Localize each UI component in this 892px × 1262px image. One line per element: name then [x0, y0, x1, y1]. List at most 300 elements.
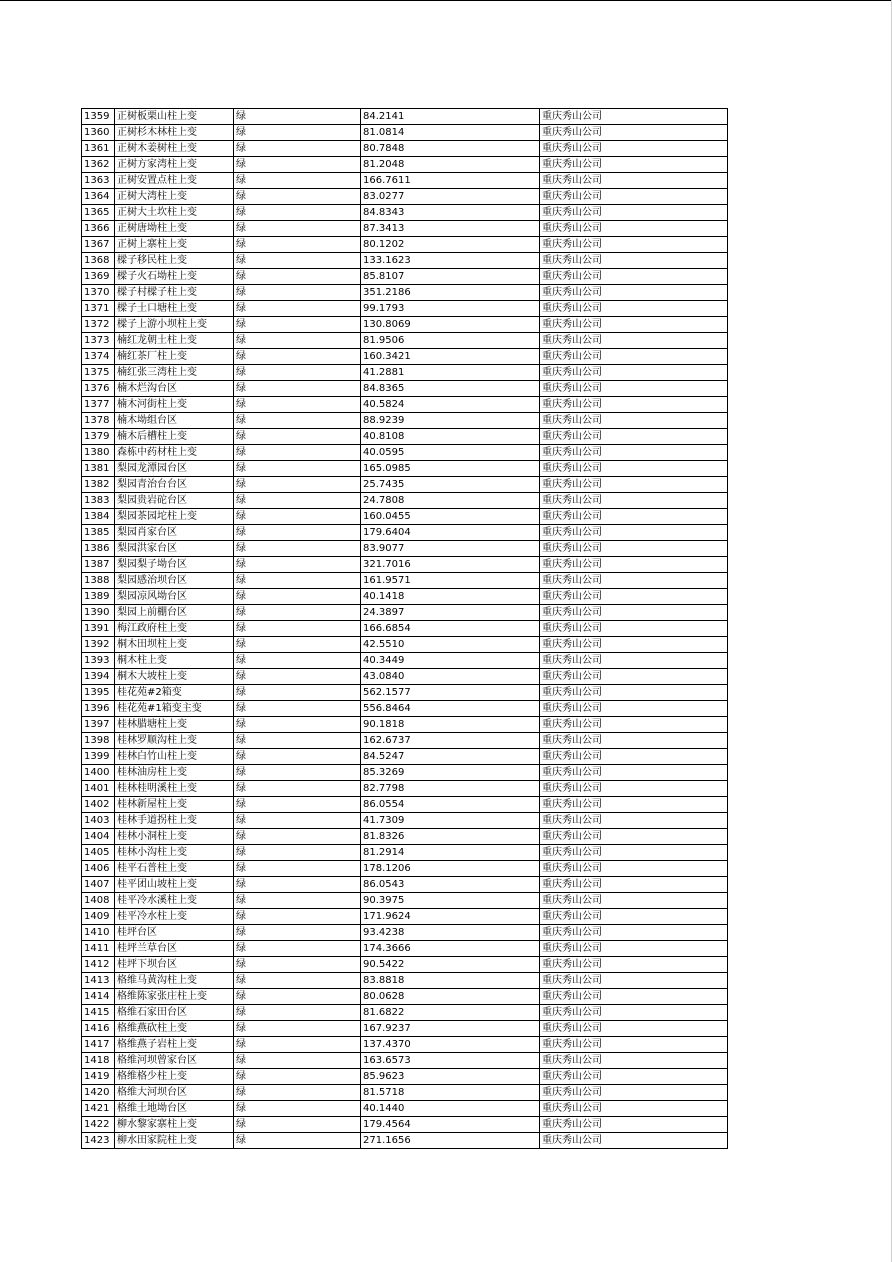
- station-name-cell: 格维马黄沟柱上变: [115, 973, 234, 989]
- color-status-cell: 绿: [234, 685, 361, 701]
- table-row: [82, 1005, 728, 1021]
- station-name-cell: 梨园青治台台区: [115, 477, 234, 493]
- station-name-cell: 桂林手道拐柱上变: [115, 813, 234, 829]
- color-status-cell: 绿: [234, 125, 361, 141]
- color-status-cell: 绿: [234, 861, 361, 877]
- row-number-cell: 1359: [82, 109, 115, 125]
- row-number-cell: 1387: [82, 557, 115, 573]
- table-row: [82, 429, 728, 445]
- color-status-cell: 绿: [234, 957, 361, 973]
- color-status-cell: 绿: [234, 797, 361, 813]
- color-status-cell: 绿: [234, 429, 361, 445]
- row-number-cell: 1421: [82, 1101, 115, 1117]
- company-cell: 重庆秀山公司: [540, 1005, 728, 1021]
- company-cell: 重庆秀山公司: [540, 829, 728, 845]
- company-cell: 重庆秀山公司: [540, 1053, 728, 1069]
- table-row: [82, 285, 728, 301]
- row-number-cell: 1388: [82, 573, 115, 589]
- table-row: [82, 205, 728, 221]
- company-cell: 重庆秀山公司: [540, 493, 728, 509]
- station-name-cell: 楠木后槽柱上变: [115, 429, 234, 445]
- color-status-cell: 绿: [234, 989, 361, 1005]
- value-cell: 81.5718: [361, 1085, 540, 1101]
- station-name-cell: 桂林腊塘柱上变: [115, 717, 234, 733]
- station-name-cell: 森栋中药材柱上变: [115, 445, 234, 461]
- station-name-cell: 格维燕子岩柱上变: [115, 1037, 234, 1053]
- color-status-cell: 绿: [234, 477, 361, 493]
- company-cell: 重庆秀山公司: [540, 717, 728, 733]
- value-cell: 40.3449: [361, 653, 540, 669]
- row-number-cell: 1362: [82, 157, 115, 173]
- station-name-cell: 樑子移民柱上变: [115, 253, 234, 269]
- row-number-cell: 1405: [82, 845, 115, 861]
- table-row: [82, 333, 728, 349]
- color-status-cell: 绿: [234, 1133, 361, 1149]
- row-number-cell: 1408: [82, 893, 115, 909]
- table-row: [82, 365, 728, 381]
- row-number-cell: 1367: [82, 237, 115, 253]
- table-row: [82, 557, 728, 573]
- value-cell: 87.3413: [361, 221, 540, 237]
- color-status-cell: 绿: [234, 317, 361, 333]
- value-cell: 90.1818: [361, 717, 540, 733]
- table-row: [82, 653, 728, 669]
- value-cell: 83.0277: [361, 189, 540, 205]
- color-status-cell: 绿: [234, 461, 361, 477]
- table-row: [82, 877, 728, 893]
- company-cell: 重庆秀山公司: [540, 461, 728, 477]
- table-row: [82, 861, 728, 877]
- station-name-cell: 桐木田坝柱上变: [115, 637, 234, 653]
- table-row: [82, 813, 728, 829]
- station-name-cell: 桂平冷水溪柱上变: [115, 893, 234, 909]
- row-number-cell: 1395: [82, 685, 115, 701]
- station-name-cell: 正树唐坳柱上变: [115, 221, 234, 237]
- color-status-cell: 绿: [234, 1085, 361, 1101]
- table-row: [82, 397, 728, 413]
- station-name-cell: 樑子上游小坝柱上变: [115, 317, 234, 333]
- row-number-cell: 1365: [82, 205, 115, 221]
- row-number-cell: 1404: [82, 829, 115, 845]
- value-cell: 161.9571: [361, 573, 540, 589]
- station-name-cell: 楠木河街柱上变: [115, 397, 234, 413]
- company-cell: 重庆秀山公司: [540, 733, 728, 749]
- station-name-cell: 桂林罗顺沟柱上变: [115, 733, 234, 749]
- row-number-cell: 1401: [82, 781, 115, 797]
- table-row: [82, 1021, 728, 1037]
- row-number-cell: 1403: [82, 813, 115, 829]
- row-number-cell: 1380: [82, 445, 115, 461]
- table-row: [82, 733, 728, 749]
- value-cell: 84.2141: [361, 109, 540, 125]
- station-name-cell: 梨园梨子坳台区: [115, 557, 234, 573]
- color-status-cell: 绿: [234, 541, 361, 557]
- station-name-cell: 格维燕砍柱上变: [115, 1021, 234, 1037]
- table-row: [82, 621, 728, 637]
- color-status-cell: 绿: [234, 605, 361, 621]
- table-row: [82, 109, 728, 125]
- row-number-cell: 1381: [82, 461, 115, 477]
- value-cell: 84.8343: [361, 205, 540, 221]
- value-cell: 85.9623: [361, 1069, 540, 1085]
- value-cell: 43.0840: [361, 669, 540, 685]
- station-name-cell: 格维土地坳台区: [115, 1101, 234, 1117]
- value-cell: 84.8365: [361, 381, 540, 397]
- row-number-cell: 1397: [82, 717, 115, 733]
- company-cell: 重庆秀山公司: [540, 669, 728, 685]
- value-cell: 84.5247: [361, 749, 540, 765]
- value-cell: 90.5422: [361, 957, 540, 973]
- station-name-cell: 梨园茶园坨柱上变: [115, 509, 234, 525]
- station-name-cell: 楠红茶厂柱上变: [115, 349, 234, 365]
- color-status-cell: 绿: [234, 141, 361, 157]
- station-name-cell: 樑子火石坳柱上变: [115, 269, 234, 285]
- row-number-cell: 1418: [82, 1053, 115, 1069]
- company-cell: 重庆秀山公司: [540, 445, 728, 461]
- color-status-cell: 绿: [234, 973, 361, 989]
- row-number-cell: 1400: [82, 765, 115, 781]
- table-row: [82, 317, 728, 333]
- color-status-cell: 绿: [234, 765, 361, 781]
- company-cell: 重庆秀山公司: [540, 477, 728, 493]
- table-row: [82, 781, 728, 797]
- table-row: [82, 461, 728, 477]
- company-cell: 重庆秀山公司: [540, 621, 728, 637]
- company-cell: 重庆秀山公司: [540, 589, 728, 605]
- color-status-cell: 绿: [234, 909, 361, 925]
- value-cell: 556.8464: [361, 701, 540, 717]
- row-number-cell: 1393: [82, 653, 115, 669]
- table-row: [82, 445, 728, 461]
- table-row: [82, 1101, 728, 1117]
- station-name-cell: 桂平冷水柱上变: [115, 909, 234, 925]
- station-name-cell: 楠木坳组台区: [115, 413, 234, 429]
- color-status-cell: 绿: [234, 1037, 361, 1053]
- row-number-cell: 1383: [82, 493, 115, 509]
- data-table: [81, 108, 728, 1149]
- value-cell: 165.0985: [361, 461, 540, 477]
- row-number-cell: 1361: [82, 141, 115, 157]
- station-name-cell: 正树上寨柱上变: [115, 237, 234, 253]
- table-row: [82, 477, 728, 493]
- row-number-cell: 1382: [82, 477, 115, 493]
- company-cell: 重庆秀山公司: [540, 189, 728, 205]
- table-row: [82, 301, 728, 317]
- row-number-cell: 1377: [82, 397, 115, 413]
- company-cell: 重庆秀山公司: [540, 877, 728, 893]
- table-row: [82, 221, 728, 237]
- row-number-cell: 1374: [82, 349, 115, 365]
- station-name-cell: 桂林油房柱上变: [115, 765, 234, 781]
- value-cell: 81.2914: [361, 845, 540, 861]
- table-row: [82, 1053, 728, 1069]
- company-cell: 重庆秀山公司: [540, 909, 728, 925]
- station-name-cell: 樑子村樑子柱上变: [115, 285, 234, 301]
- company-cell: 重庆秀山公司: [540, 781, 728, 797]
- color-status-cell: 绿: [234, 877, 361, 893]
- station-name-cell: 梨园洪家台区: [115, 541, 234, 557]
- row-number-cell: 1398: [82, 733, 115, 749]
- table-row: [82, 1037, 728, 1053]
- table-row: [82, 237, 728, 253]
- row-number-cell: 1385: [82, 525, 115, 541]
- value-cell: 86.0543: [361, 877, 540, 893]
- value-cell: 93.4238: [361, 925, 540, 941]
- table-row: [82, 717, 728, 733]
- table-row: [82, 605, 728, 621]
- table-row: [82, 797, 728, 813]
- color-status-cell: 绿: [234, 285, 361, 301]
- color-status-cell: 绿: [234, 589, 361, 605]
- station-name-cell: 桐木大坡柱上变: [115, 669, 234, 685]
- value-cell: 40.5824: [361, 397, 540, 413]
- company-cell: 重庆秀山公司: [540, 541, 728, 557]
- company-cell: 重庆秀山公司: [540, 173, 728, 189]
- value-cell: 321.7016: [361, 557, 540, 573]
- station-name-cell: 正树大土坎柱上变: [115, 205, 234, 221]
- table-row: [82, 845, 728, 861]
- row-number-cell: 1415: [82, 1005, 115, 1021]
- station-name-cell: 桐木柱上变: [115, 653, 234, 669]
- row-number-cell: 1420: [82, 1085, 115, 1101]
- station-name-cell: 桂林小沟柱上变: [115, 845, 234, 861]
- value-cell: 174.3666: [361, 941, 540, 957]
- table-row: [82, 637, 728, 653]
- row-number-cell: 1376: [82, 381, 115, 397]
- value-cell: 80.1202: [361, 237, 540, 253]
- value-cell: 166.7611: [361, 173, 540, 189]
- value-cell: 160.3421: [361, 349, 540, 365]
- table-row: [82, 701, 728, 717]
- value-cell: 271.1656: [361, 1133, 540, 1149]
- color-status-cell: 绿: [234, 173, 361, 189]
- row-number-cell: 1399: [82, 749, 115, 765]
- company-cell: 重庆秀山公司: [540, 653, 728, 669]
- table-row: [82, 669, 728, 685]
- color-status-cell: 绿: [234, 237, 361, 253]
- table-row: [82, 829, 728, 845]
- station-name-cell: 格维陈家张庄柱上变: [115, 989, 234, 1005]
- station-name-cell: 桂花苑#1箱变主变: [115, 701, 234, 717]
- company-cell: 重庆秀山公司: [540, 205, 728, 221]
- station-name-cell: 桂平石普柱上变: [115, 861, 234, 877]
- value-cell: 80.0628: [361, 989, 540, 1005]
- color-status-cell: 绿: [234, 557, 361, 573]
- color-status-cell: 绿: [234, 525, 361, 541]
- company-cell: 重庆秀山公司: [540, 1085, 728, 1101]
- color-status-cell: 绿: [234, 1053, 361, 1069]
- table-row: [82, 253, 728, 269]
- row-number-cell: 1417: [82, 1037, 115, 1053]
- row-number-cell: 1410: [82, 925, 115, 941]
- color-status-cell: 绿: [234, 301, 361, 317]
- station-name-cell: 梨园贵岩砣台区: [115, 493, 234, 509]
- value-cell: 41.7309: [361, 813, 540, 829]
- station-name-cell: 桂花苑#2箱变: [115, 685, 234, 701]
- value-cell: 81.0814: [361, 125, 540, 141]
- company-cell: 重庆秀山公司: [540, 1101, 728, 1117]
- color-status-cell: 绿: [234, 493, 361, 509]
- table-row: [82, 925, 728, 941]
- station-name-cell: 楠红龙朝土柱上变: [115, 333, 234, 349]
- table-row: [82, 941, 728, 957]
- table-row: [82, 509, 728, 525]
- company-cell: 重庆秀山公司: [540, 397, 728, 413]
- table-row: [82, 749, 728, 765]
- table-row: [82, 1133, 728, 1149]
- color-status-cell: 绿: [234, 189, 361, 205]
- station-name-cell: 正树板栗山柱上变: [115, 109, 234, 125]
- color-status-cell: 绿: [234, 509, 361, 525]
- color-status-cell: 绿: [234, 813, 361, 829]
- value-cell: 99.1793: [361, 301, 540, 317]
- value-cell: 351.2186: [361, 285, 540, 301]
- row-number-cell: 1384: [82, 509, 115, 525]
- value-cell: 25.7435: [361, 477, 540, 493]
- value-cell: 80.7848: [361, 141, 540, 157]
- table-row: [82, 125, 728, 141]
- row-number-cell: 1378: [82, 413, 115, 429]
- table-row: [82, 1117, 728, 1133]
- row-number-cell: 1366: [82, 221, 115, 237]
- company-cell: 重庆秀山公司: [540, 349, 728, 365]
- color-status-cell: 绿: [234, 941, 361, 957]
- value-cell: 24.3897: [361, 605, 540, 621]
- company-cell: 重庆秀山公司: [540, 861, 728, 877]
- table-row: [82, 173, 728, 189]
- company-cell: 重庆秀山公司: [540, 893, 728, 909]
- station-name-cell: 正树木姜树柱上变: [115, 141, 234, 157]
- page-top-border: [0, 0, 892, 1]
- row-number-cell: 1392: [82, 637, 115, 653]
- company-cell: 重庆秀山公司: [540, 957, 728, 973]
- color-status-cell: 绿: [234, 701, 361, 717]
- company-cell: 重庆秀山公司: [540, 221, 728, 237]
- color-status-cell: 绿: [234, 221, 361, 237]
- station-name-cell: 楠红张三湾柱上变: [115, 365, 234, 381]
- table-row: [82, 525, 728, 541]
- company-cell: 重庆秀山公司: [540, 605, 728, 621]
- company-cell: 重庆秀山公司: [540, 125, 728, 141]
- table-row: [82, 909, 728, 925]
- company-cell: 重庆秀山公司: [540, 1117, 728, 1133]
- station-name-cell: 正树安置点柱上变: [115, 173, 234, 189]
- table-row: [82, 157, 728, 173]
- row-number-cell: 1402: [82, 797, 115, 813]
- color-status-cell: 绿: [234, 109, 361, 125]
- value-cell: 90.3975: [361, 893, 540, 909]
- company-cell: 重庆秀山公司: [540, 813, 728, 829]
- color-status-cell: 绿: [234, 381, 361, 397]
- color-status-cell: 绿: [234, 749, 361, 765]
- value-cell: 163.6573: [361, 1053, 540, 1069]
- color-status-cell: 绿: [234, 621, 361, 637]
- row-number-cell: 1414: [82, 989, 115, 1005]
- color-status-cell: 绿: [234, 637, 361, 653]
- company-cell: 重庆秀山公司: [540, 253, 728, 269]
- color-status-cell: 绿: [234, 845, 361, 861]
- company-cell: 重庆秀山公司: [540, 749, 728, 765]
- row-number-cell: 1396: [82, 701, 115, 717]
- company-cell: 重庆秀山公司: [540, 701, 728, 717]
- station-name-cell: 桂林小洞柱上变: [115, 829, 234, 845]
- station-name-cell: 正树杉木林柱上变: [115, 125, 234, 141]
- color-status-cell: 绿: [234, 1117, 361, 1133]
- station-name-cell: 梨园凉风坳台区: [115, 589, 234, 605]
- company-cell: 重庆秀山公司: [540, 1069, 728, 1085]
- company-cell: 重庆秀山公司: [540, 573, 728, 589]
- station-name-cell: 桂林桂明溪柱上变: [115, 781, 234, 797]
- value-cell: 81.2048: [361, 157, 540, 173]
- row-number-cell: 1379: [82, 429, 115, 445]
- color-status-cell: 绿: [234, 445, 361, 461]
- company-cell: 重庆秀山公司: [540, 285, 728, 301]
- color-status-cell: 绿: [234, 333, 361, 349]
- color-status-cell: 绿: [234, 1101, 361, 1117]
- value-cell: 81.8326: [361, 829, 540, 845]
- row-number-cell: 1386: [82, 541, 115, 557]
- station-name-cell: 桂坪下坝台区: [115, 957, 234, 973]
- table-row: [82, 349, 728, 365]
- table-row: [82, 1069, 728, 1085]
- value-cell: 82.7798: [361, 781, 540, 797]
- color-status-cell: 绿: [234, 733, 361, 749]
- value-cell: 179.6404: [361, 525, 540, 541]
- value-cell: 179.4564: [361, 1117, 540, 1133]
- station-name-cell: 格维石家田台区: [115, 1005, 234, 1021]
- table-row: [82, 541, 728, 557]
- color-status-cell: 绿: [234, 781, 361, 797]
- row-number-cell: 1411: [82, 941, 115, 957]
- table-row: [82, 685, 728, 701]
- row-number-cell: 1407: [82, 877, 115, 893]
- company-cell: 重庆秀山公司: [540, 509, 728, 525]
- row-number-cell: 1363: [82, 173, 115, 189]
- company-cell: 重庆秀山公司: [540, 1021, 728, 1037]
- company-cell: 重庆秀山公司: [540, 365, 728, 381]
- table-row: [82, 381, 728, 397]
- row-number-cell: 1391: [82, 621, 115, 637]
- value-cell: 81.6822: [361, 1005, 540, 1021]
- station-name-cell: 梨园肖家台区: [115, 525, 234, 541]
- row-number-cell: 1406: [82, 861, 115, 877]
- company-cell: 重庆秀山公司: [540, 109, 728, 125]
- station-name-cell: 柳水黎家寨柱上变: [115, 1117, 234, 1133]
- value-cell: 88.9239: [361, 413, 540, 429]
- row-number-cell: 1423: [82, 1133, 115, 1149]
- company-cell: 重庆秀山公司: [540, 269, 728, 285]
- table-row: [82, 493, 728, 509]
- value-cell: 83.9077: [361, 541, 540, 557]
- company-cell: 重庆秀山公司: [540, 845, 728, 861]
- row-number-cell: 1416: [82, 1021, 115, 1037]
- row-number-cell: 1390: [82, 605, 115, 621]
- value-cell: 40.8108: [361, 429, 540, 445]
- row-number-cell: 1389: [82, 589, 115, 605]
- table-row: [82, 765, 728, 781]
- table-row: [82, 893, 728, 909]
- color-status-cell: 绿: [234, 253, 361, 269]
- station-name-cell: 桂平团山坡柱上变: [115, 877, 234, 893]
- company-cell: 重庆秀山公司: [540, 301, 728, 317]
- table-row: [82, 413, 728, 429]
- row-number-cell: 1360: [82, 125, 115, 141]
- value-cell: 178.1206: [361, 861, 540, 877]
- company-cell: 重庆秀山公司: [540, 1133, 728, 1149]
- row-number-cell: 1394: [82, 669, 115, 685]
- value-cell: 137.4370: [361, 1037, 540, 1053]
- row-number-cell: 1409: [82, 909, 115, 925]
